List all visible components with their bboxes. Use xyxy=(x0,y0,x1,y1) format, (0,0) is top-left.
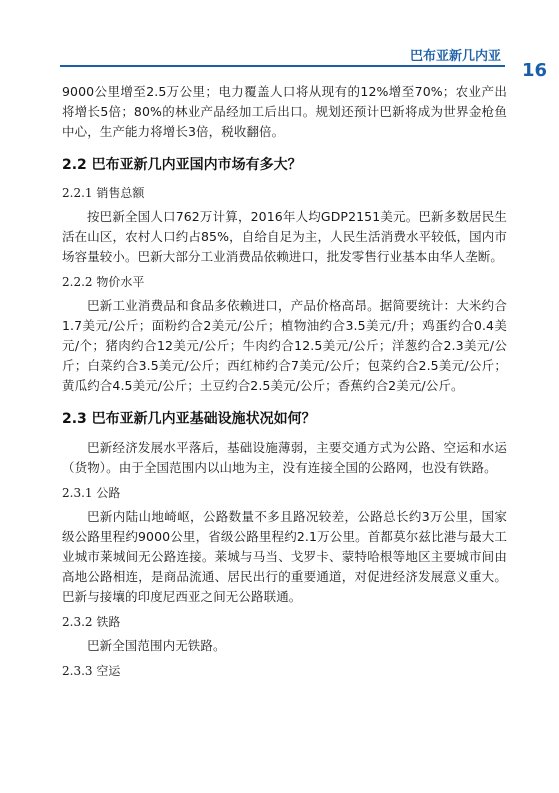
paragraph-prices: 巴新工业消费品和食品多依赖进口，产品价格高昂。据简要统计：大米约合1.7美元/公斤；面粉约合2美元/公斤；植物油约合3.5美元/升；鸡蛋约合0.4美元/个；猪肉约合12美元/公斤；牛肉约合12.5美元/公斤；洋葱约合2.3美元/公斤；白菜约合3.5美元/公斤；西红柿约合7美元/公斤；包菜约合2.5美元/公斤；黄瓜约合4.5美元/公斤；土豆约合2.5美元/公斤；香蕉约合2美元/公斤。 xyxy=(62,298,507,393)
intro-paragraph: 9000公里增至2.5万公里；电力覆盖人口将从现有的12%增至70%；农业产出将增长5倍；80%的林业产品经加工后出口。规划还预计巴新将成为世界金枪鱼中心，生产能力将增长3倍，税收翻倍。 xyxy=(62,84,507,139)
subsection-heading-2-2-1: 2.2.1 销售总额 xyxy=(62,186,145,200)
section-heading-2-3: 2.3 巴布亚新几内亚基础设施状况如何？ xyxy=(62,411,316,427)
section-heading-2-2: 2.2 巴布亚新几内亚国内市场有多大？ xyxy=(62,157,302,173)
subsection-heading-2-3-2: 2.3.2 铁路 xyxy=(62,615,121,629)
paragraph-sales: 按巴新全国人口762万计算，2016年人均GDP2151美元。巴新多数居民生活在山区，农村人口约占85%，自给自足为主，人民生活消费水平较低，国内市场容量较小。巴新大部分工业消费品依赖进口，批发零售行业基本由华人垄断。 xyxy=(62,209,507,264)
running-header-title: 巴布亚新几内亚 xyxy=(409,49,501,64)
page-number: 16 xyxy=(521,60,547,81)
paragraph-roads: 巴新内陆山地崎岖，公路数量不多且路况较差，公路总长约3万公里，国家级公路里程约9000公里，省级公路里程约2.1万公里。首都莫尔兹比港与最大工业城市莱城间无公路连接。莱城与马当、戈罗卡、蒙特哈根等地区主要城市间由高地公路相连，是商品流通、居民出行的重要通道，对促进经济发展意义重大。巴新与接壤的印度尼西亚之间无公路联通。 xyxy=(62,509,507,604)
subsection-heading-2-2-2: 2.2.2 物价水平 xyxy=(62,275,145,289)
page-body xyxy=(62,82,507,685)
paragraph-infrastructure: 巴新经济发展水平落后，基础设施薄弱，主要交通方式为公路、空运和水运（货物）。由于全国范围内以山地为主，没有连接全国的公路网，也没有铁路。 xyxy=(62,440,507,475)
header-rule xyxy=(60,65,505,67)
subsection-heading-2-3-1: 2.3.1 公路 xyxy=(62,486,121,500)
paragraph-railway: 巴新全国范围内无铁路。 xyxy=(87,638,226,653)
subsection-heading-2-3-3: 2.3.3 空运 xyxy=(62,664,121,678)
page-header xyxy=(0,0,559,80)
